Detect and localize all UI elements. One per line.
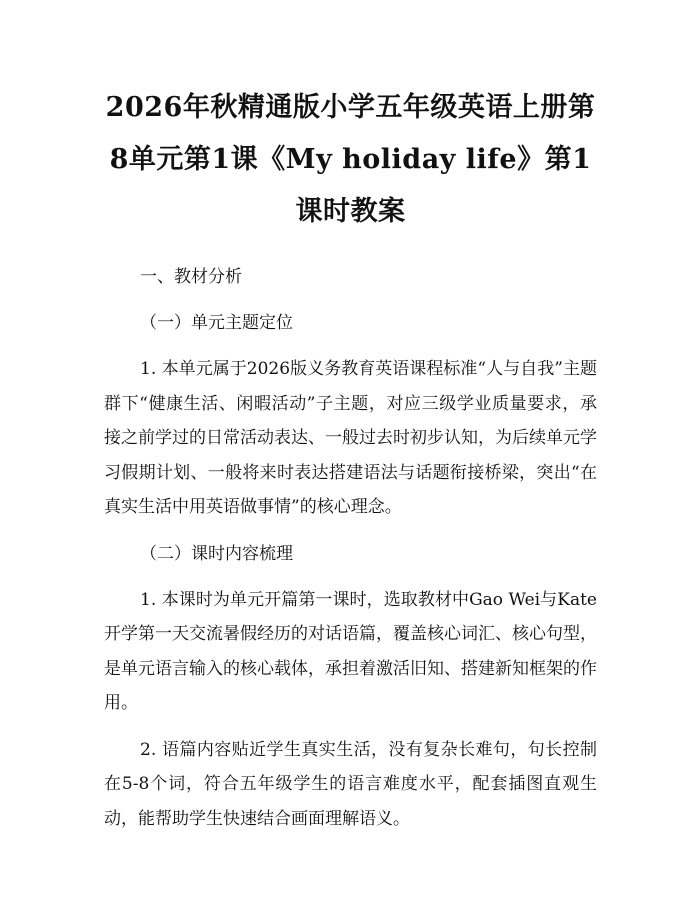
paragraph-lesson-content-2: 2. 语篇内容贴近学生真实生活，没有复杂长难句，句长控制在5-8个词，符合五年级学生的语言难度水平，配套插图直观生动，能帮助学生快速结合画面理解语义。: [104, 739, 597, 829]
paragraph-unit-theme-1: 1. 本单元属于2026版义务教育英语课程标准“人与自我”主题群下“健康生活、闲暇活动”子主题，对应三级学业质量要求，承接之前学过的日常活动表达、一般过去时初步认知，为后续单元学习假期计划、一般将来时表达搭建语法与话题衔接桥梁，突出“在真实生活中用英语做事情”的核心理念。: [104, 359, 597, 517]
document-body: [104, 260, 597, 836]
section-heading-lesson-content: （二）课时内容梳理: [140, 543, 293, 564]
document-title: 2026年秋精通版小学五年级英语上册第8单元第1课《My holiday life》第1课时教案: [105, 92, 596, 227]
paragraph-lesson-content-1: 1. 本课时为单元开篇第一课时，选取教材中Gao Wei与Kate开学第一天交流暑假经历的对话语篇，覆盖核心词汇、核心句型，是单元语言输入的核心载体，承担着激活旧知、搭建新知框架的作用。: [104, 589, 597, 713]
section-heading-teaching-material-analysis: 一、教材分析: [140, 267, 242, 287]
section-heading-unit-theme: （一）单元主题定位: [140, 313, 293, 333]
